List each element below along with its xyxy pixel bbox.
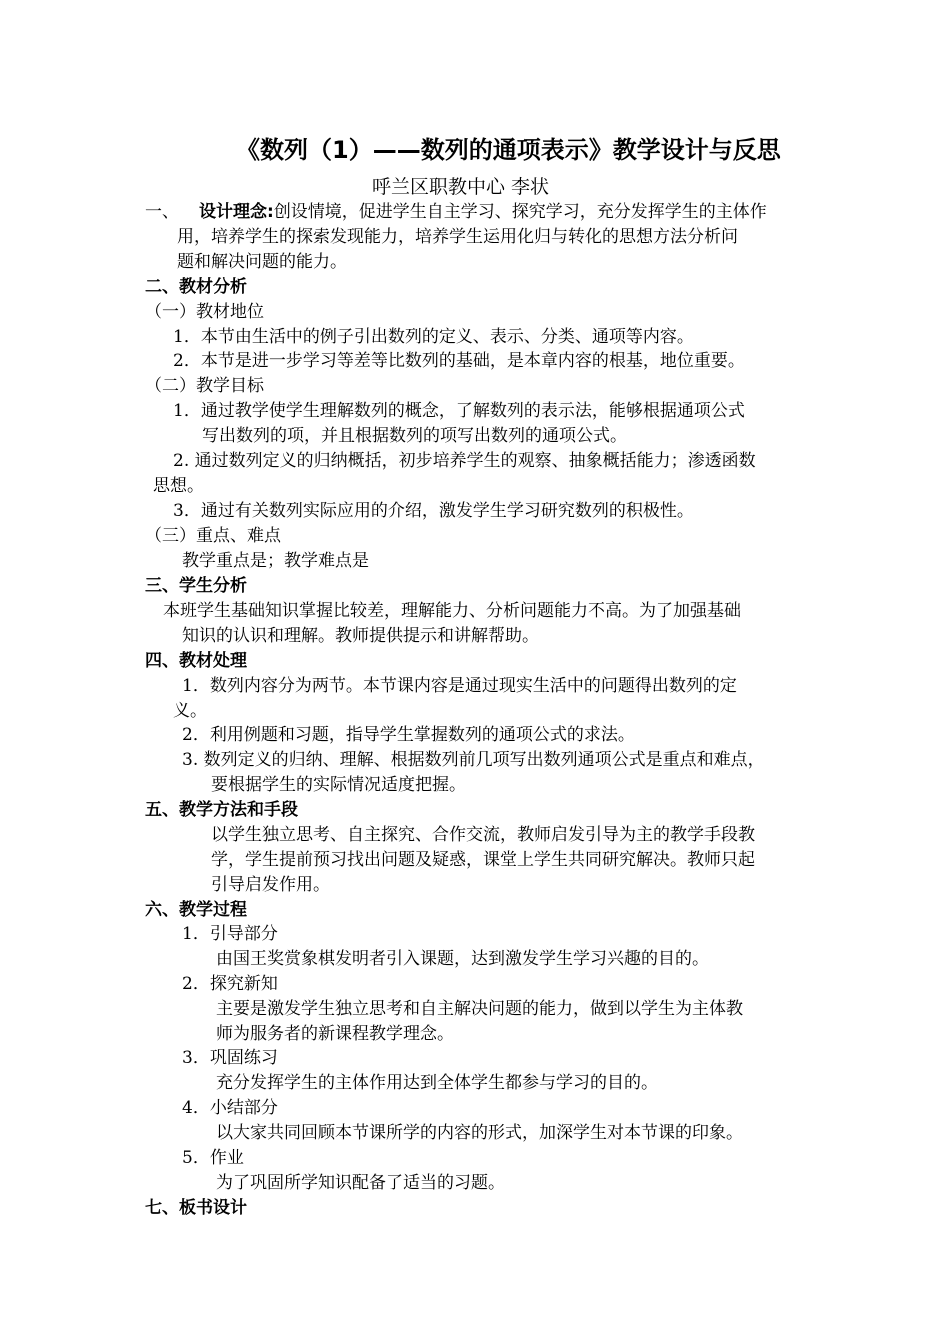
section-6-part-1-text: 由国王奖赏象棋发明者引入课题，达到激发学生学习兴趣的目的。 — [216, 949, 709, 969]
section-2-sub-2-item-1-line-1: 1．通过教学使学生理解数列的概念，了解数列的表示法，能够根据通项公式 — [173, 401, 745, 421]
section-3-line-2: 知识的认识和理解。教师提供提示和讲解帮助。 — [182, 626, 539, 646]
section-6-part-2-title: 2．探究新知 — [182, 974, 278, 994]
section-5-heading: 五、教学方法和手段 — [145, 800, 298, 820]
section-1-label: 设计理念: — [199, 202, 274, 222]
section-5-line-3: 引导启发作用。 — [211, 875, 330, 895]
section-6-part-3-text: 充分发挥学生的主体作用达到全体学生都参与学习的目的。 — [216, 1073, 658, 1093]
section-2-sub-2-item-1-line-2: 写出数列的项，并且根据数列的项写出数列的通项公式。 — [202, 426, 627, 446]
section-4-item-3-line-1: 3. 数列定义的归纳、理解、根据数列前几项写出数列通项公式是重点和难点， — [182, 750, 765, 770]
section-4-item-1-line-2: 义。 — [173, 701, 207, 721]
section-6-part-1-title: 1．引导部分 — [182, 924, 278, 944]
section-6-part-3-title: 3．巩固练习 — [182, 1048, 278, 1068]
section-2-sub-3: （三）重点、难点 — [145, 526, 281, 546]
document-title: 《数列（1）——数列的通项表示》教学设计与反思 — [236, 136, 781, 164]
section-6-part-5-text: 为了巩固所学知识配备了适当的习题。 — [216, 1173, 505, 1193]
section-3-heading: 三、学生分析 — [145, 576, 247, 596]
section-1-line-2: 用，培养学生的探索发现能力，培养学生运用化归与转化的思想方法分析问 — [177, 227, 738, 247]
section-6-part-4-title: 4．小结部分 — [182, 1098, 278, 1118]
section-2-sub-1-item-1: 1．本节由生活中的例子引出数列的定义、表示、分类、通项等内容。 — [173, 327, 694, 347]
section-6-part-4-text: 以大家共同回顾本节课所学的内容的形式，加深学生对本节课的印象。 — [216, 1123, 743, 1143]
section-2-sub-2-item-3: 3．通过有关数列实际应用的介绍，激发学生学习研究数列的积极性。 — [173, 501, 694, 521]
section-6-part-2-line-2: 师为服务者的新课程教学理念。 — [216, 1024, 454, 1044]
section-1-line-3: 题和解决问题的能力。 — [177, 252, 347, 272]
section-2-sub-2: （二）教学目标 — [145, 376, 264, 396]
section-6-heading: 六、教学过程 — [145, 900, 247, 920]
section-2-sub-1: （一）教材地位 — [145, 302, 264, 322]
section-2-sub-1-item-2: 2．本节是进一步学习等差等比数列的基础，是本章内容的根基，地位重要。 — [173, 351, 745, 371]
section-2-sub-3-text: 教学重点是；教学难点是 — [182, 551, 369, 571]
section-4-item-1-line-1: 1．数列内容分为两节。本节课内容是通过现实生活中的问题得出数列的定 — [182, 676, 737, 696]
section-4-item-2: 2．利用例题和习题，指导学生掌握数列的通项公式的求法。 — [182, 725, 635, 745]
section-2-sub-2-item-2-line-2: 思想。 — [153, 476, 204, 496]
document-author: 呼兰区职教中心 李状 — [372, 176, 550, 198]
section-1-number: 一、 — [145, 202, 179, 222]
section-4-item-3-line-2: 要根据学生的实际情况适度把握。 — [211, 775, 466, 795]
section-2-sub-2-item-2-line-1: 2. 通过数列定义的归纳概括，初步培养学生的观察、抽象概括能力；渗透函数 — [173, 451, 756, 471]
section-5-line-1: 以学生独立思考、自主探究、合作交流，教师启发引导为主的教学手段教 — [211, 825, 755, 845]
section-6-part-5-title: 5．作业 — [182, 1148, 244, 1168]
section-4-heading: 四、教材处理 — [145, 651, 247, 671]
section-7-heading: 七、板书设计 — [145, 1198, 247, 1218]
section-1-line-1 — [145, 200, 767, 225]
section-1-text: 创设情境，促进学生自主学习、探究学习，充分发挥学生的主体作 — [273, 202, 767, 222]
section-2-heading: 二、教材分析 — [145, 277, 247, 297]
section-5-line-2: 学，学生提前预习找出问题及疑惑，课堂上学生共同研究解决。教师只起 — [211, 850, 755, 870]
section-3-line-1: 本班学生基础知识掌握比较差，理解能力、分析问题能力不高。为了加强基础 — [163, 601, 741, 621]
section-6-part-2-line-1: 主要是激发学生独立思考和自主解决问题的能力，做到以学生为主体教 — [216, 999, 743, 1019]
